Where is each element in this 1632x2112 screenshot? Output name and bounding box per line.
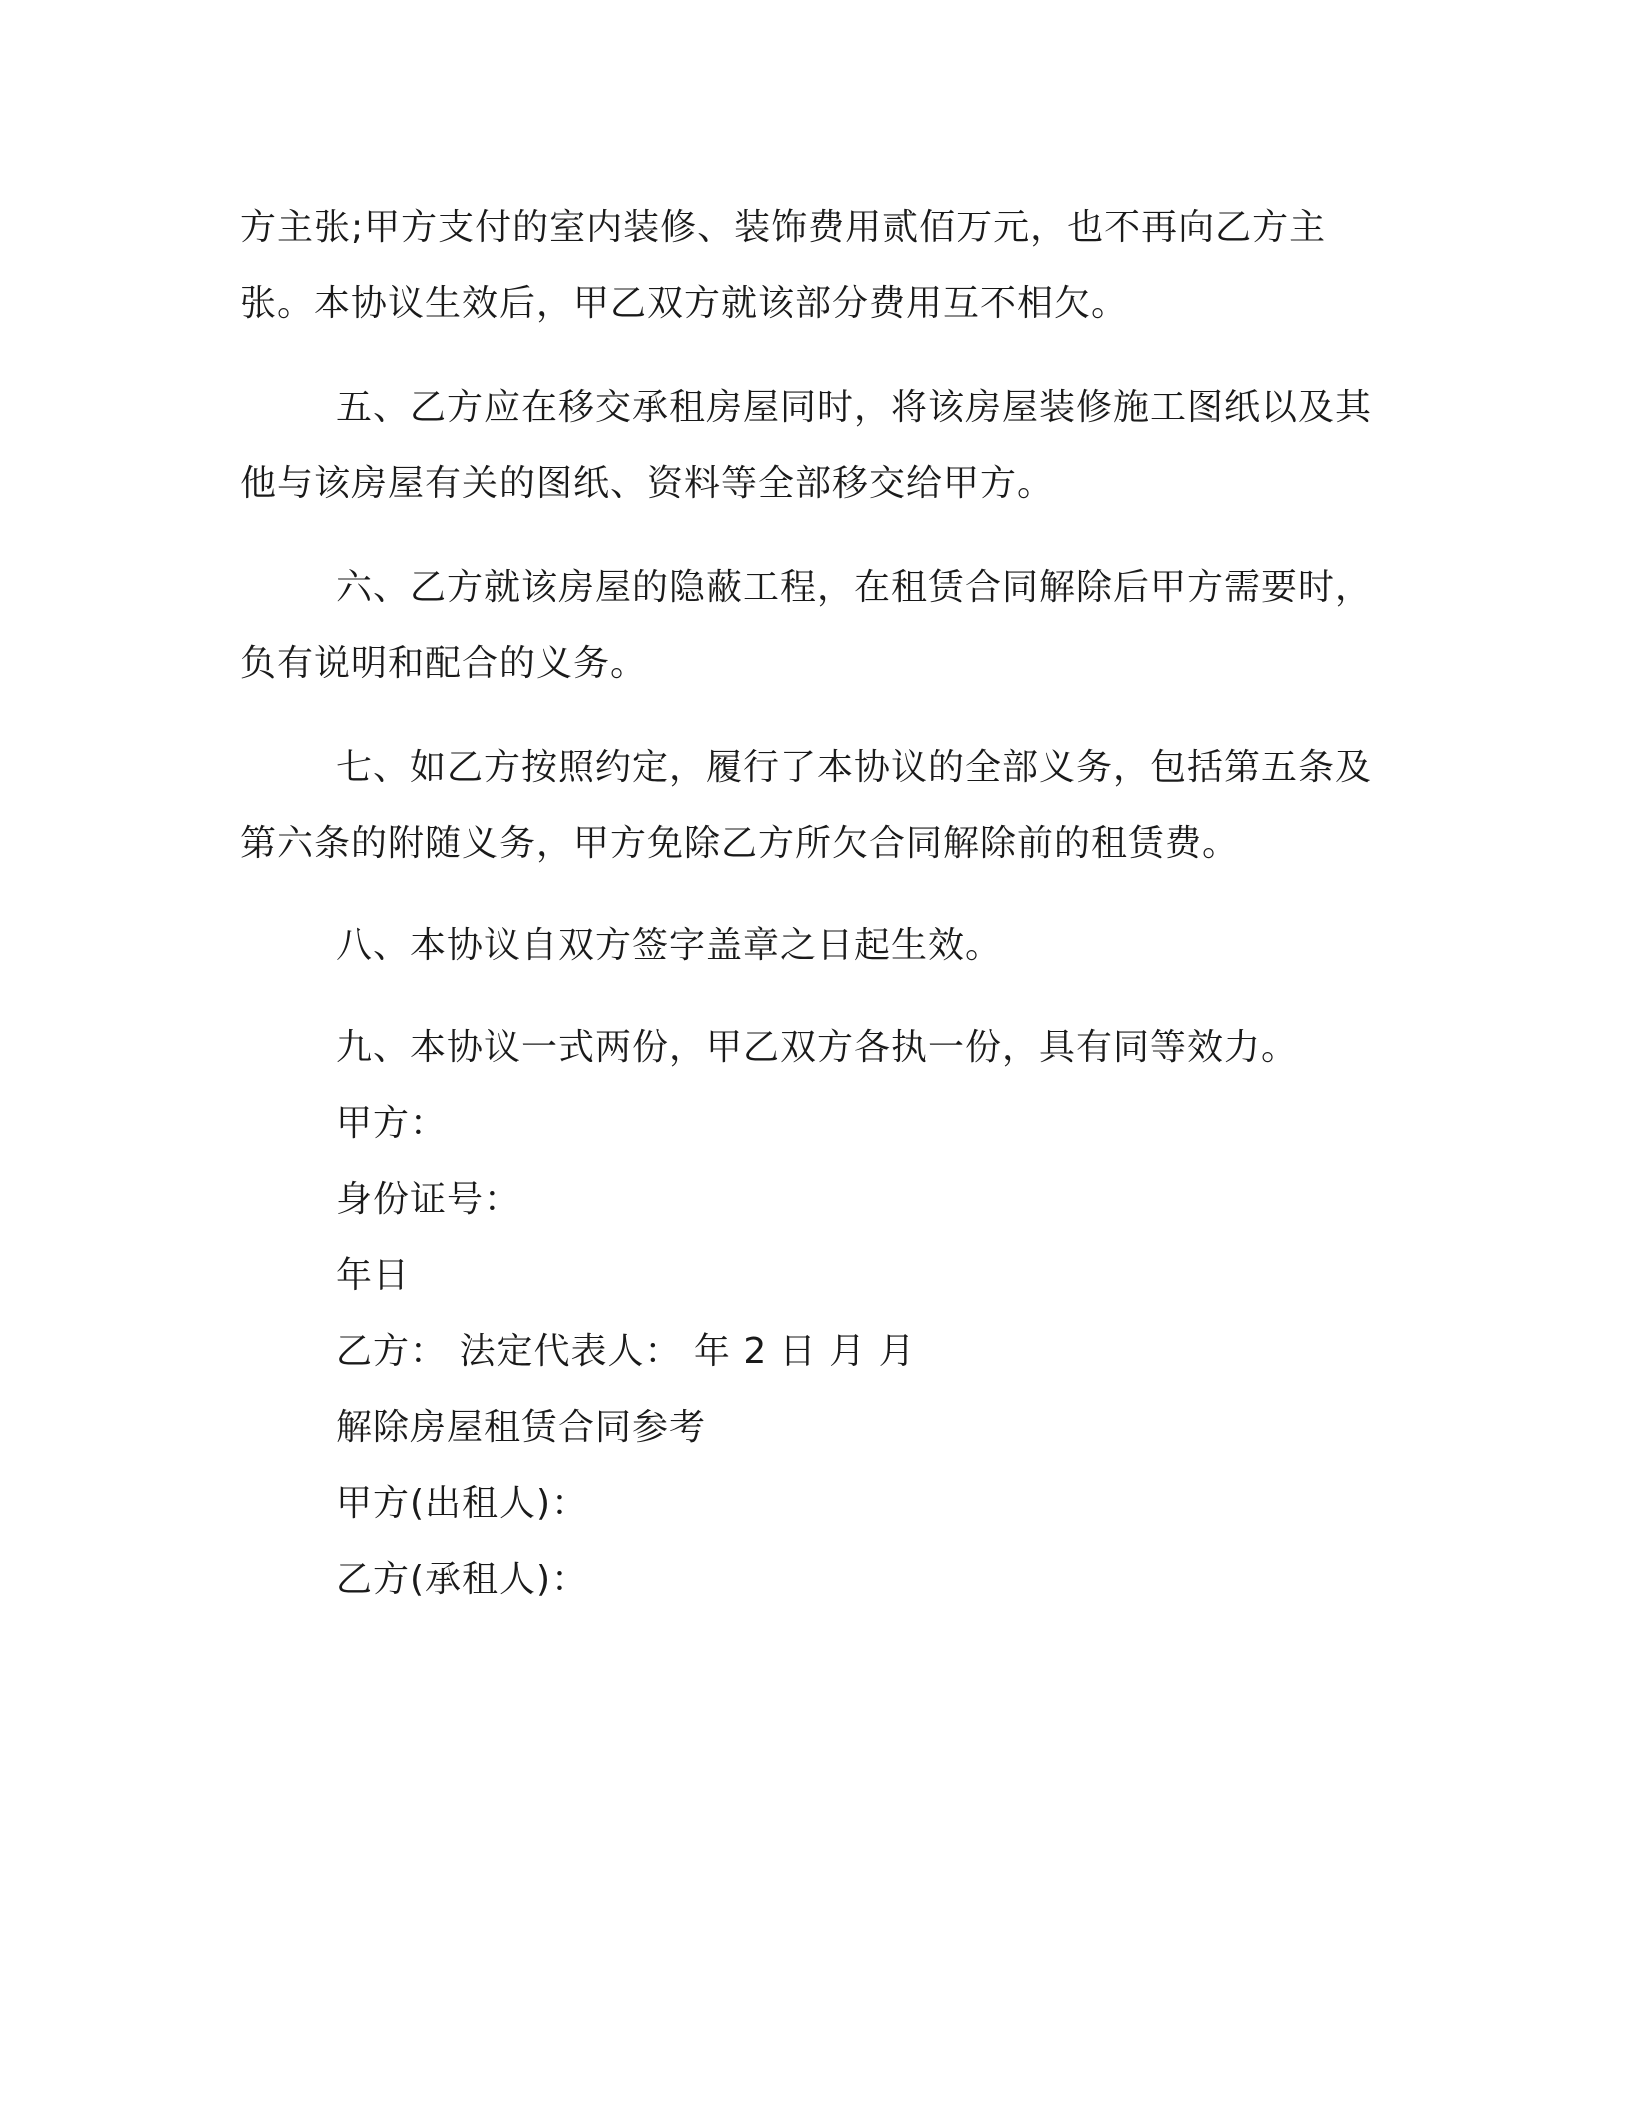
- party-a-label: 甲方：: [336, 1103, 448, 1144]
- paragraph-clause-9: 九、本协议一式两份，甲乙双方各执一份，具有同等效力。: [336, 1027, 1299, 1068]
- paragraph-clause-6: 六、乙方就该房屋的隐蔽工程，在租赁合同解除后甲方需要时，负有说明和配合的义务。: [240, 567, 1373, 684]
- reference-title: 解除房屋租赁合同参考: [336, 1407, 707, 1448]
- paragraph-clause-8: 八、本协议自双方签字盖章之日起生效。: [336, 925, 1003, 966]
- party-b-signature-line: 乙方： 法定代表人： 年 2 日 月 月: [336, 1331, 916, 1372]
- lessor-label: 甲方(出租人)：: [336, 1483, 589, 1524]
- paragraph-clause-5: 五、乙方应在移交承租房屋同时，将该房屋装修施工图纸以及其他与该房屋有关的图纸、资料等全部移交给甲方。: [240, 387, 1373, 504]
- date-line: 年日: [336, 1255, 411, 1296]
- paragraph-clause-7: 七、如乙方按照约定，履行了本协议的全部义务，包括第五条及第六条的附随义务，甲方免除乙方所欠合同解除前的租赁费。: [240, 747, 1373, 864]
- paragraph-fees-settlement: 方主张;甲方支付的室内装修、装饰费用贰佰万元，也不再向乙方主张。本协议生效后，甲乙双方就该部分费用互不相欠。: [240, 207, 1327, 324]
- lessee-label: 乙方(承租人)：: [336, 1559, 589, 1600]
- document-body: [240, 190, 1400, 1618]
- id-number-label: 身份证号：: [336, 1179, 522, 1220]
